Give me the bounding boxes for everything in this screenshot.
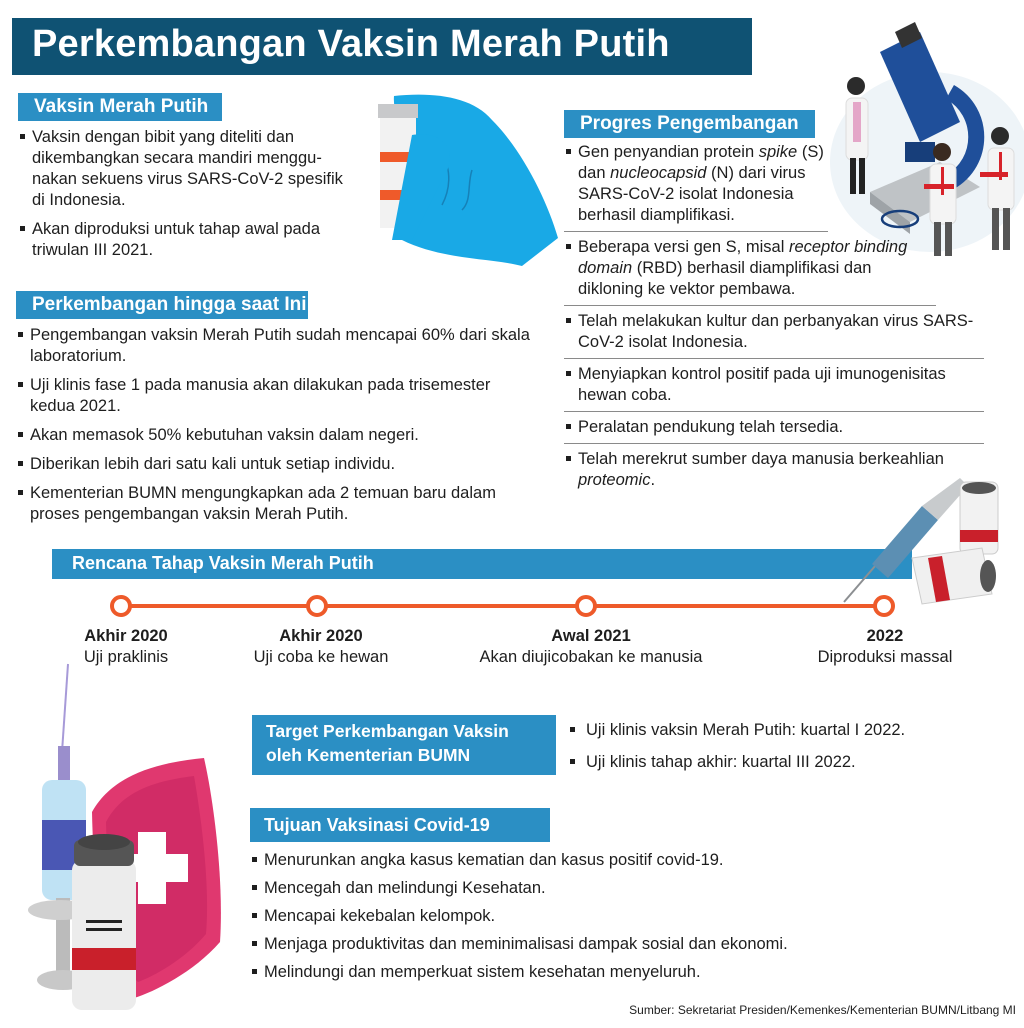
glove-vial-illustration (372, 90, 562, 270)
target-list (568, 720, 1008, 781)
section-heading-line2: oleh Kementerian BUMN (266, 745, 471, 765)
list-item: Menjaga produktivitas dan meminimalisasi dampak sosial dan ekonomi. (250, 934, 950, 955)
shield-syringe-vial-illustration (14, 662, 240, 1022)
list-item: Diberikan lebih dari satu kali untuk setiap individu. (16, 454, 536, 475)
timeline-node (110, 595, 132, 617)
title-banner (12, 18, 752, 75)
timeline-node (575, 595, 597, 617)
tujuan-list (250, 850, 950, 990)
timeline-stage: 2022 Diproduksi massal (817, 627, 953, 666)
list-item: Kementerian BUMN mengungkapkan ada 2 temuan baru dalam proses pengembangan vaksin Merah Putih. (16, 483, 536, 525)
vaksin-merah-putih-section (18, 93, 378, 269)
syringe-vials-illustration (842, 476, 1024, 606)
list-item: Telah melakukan kultur dan perbanyakan virus SARS-CoV-2 isolat Indonesia. (564, 311, 984, 359)
page-title: Perkembangan Vaksin Merah Putih (32, 23, 670, 65)
list-item: Pengembangan vaksin Merah Putih sudah mencapai 60% dari skala laboratorium. (16, 325, 536, 367)
list-item: Akan memasok 50% kebutuhan vaksin dalam negeri. (16, 425, 536, 446)
timeline-node (873, 595, 895, 617)
section-heading: Perkembangan hingga saat Ini (16, 291, 308, 319)
timeline-stage: Awal 2021 Akan diujicobakan ke manusia (479, 627, 703, 666)
timeline-node (306, 595, 328, 617)
list-item: Akan diproduksi untuk tahap awal pada triwulan III 2021. (18, 219, 360, 261)
section-heading: Vaksin Merah Putih (18, 93, 222, 121)
target-heading-box (252, 715, 556, 775)
list-item: Mencapai kekebalan kelompok. (250, 906, 950, 927)
list-item: Melindungi dan memperkuat sistem kesehatan menyeluruh. (250, 962, 950, 983)
section-heading: Progres Pengembangan (564, 110, 815, 138)
list-item: Mencegah dan melindungi Kesehatan. (250, 878, 950, 899)
section-heading-line1: Target Perkembangan Vaksin (266, 721, 509, 741)
list-item: Uji klinis fase 1 pada manusia akan dilakukan pada trisemester kedua 2021. (16, 375, 536, 417)
section-heading: Rencana Tahap Vaksin Merah Putih (72, 553, 374, 573)
source-caption: Sumber: Sekretariat Presiden/Kemenkes/Kementerian BUMN/Litbang MI (629, 1003, 1016, 1017)
list-item: Beberapa versi gen S, misal receptor binding domain (RBD) berhasil diamplifikasi dan dikloning ke vektor pembawa. (564, 237, 936, 306)
list-item: Vaksin dengan bibit yang diteliti dan dikembangkan secara mandiri menggu-nakan sekuens virus SARS-CoV-2 spesifik di Indonesia. (18, 127, 360, 211)
list-item: Uji klinis vaksin Merah Putih: kuartal I 2022. (568, 720, 1008, 741)
timeline-banner (52, 549, 912, 579)
section-heading: Tujuan Vaksinasi Covid-19 (264, 815, 490, 835)
timeline-stage: Akhir 2020 Uji coba ke hewan (253, 627, 389, 666)
timeline-line (121, 604, 884, 608)
list-item: Gen penyandian protein spike (S) dan nucleocapsid (N) dari virus SARS-CoV-2 isolat Indonesia berhasil diamplifikasi. (564, 142, 828, 232)
perkembangan-section (16, 291, 536, 533)
list-item: Telah merekrut sumber daya manusia berkeahlian proteomic. (564, 449, 984, 496)
list-item: Menurunkan angka kasus kematian dan kasus positif covid-19. (250, 850, 950, 871)
list-item: Uji klinis tahap akhir: kuartal III 2022. (568, 752, 1008, 773)
list-item: Peralatan pendukung telah tersedia. (564, 417, 984, 444)
timeline-stage: Akhir 2020 Uji praklinis (83, 627, 169, 666)
tujuan-heading-box (250, 808, 550, 842)
list-item: Menyiapkan kontrol positif pada uji imunogenisitas hewan coba. (564, 364, 984, 412)
progres-section (564, 110, 984, 501)
